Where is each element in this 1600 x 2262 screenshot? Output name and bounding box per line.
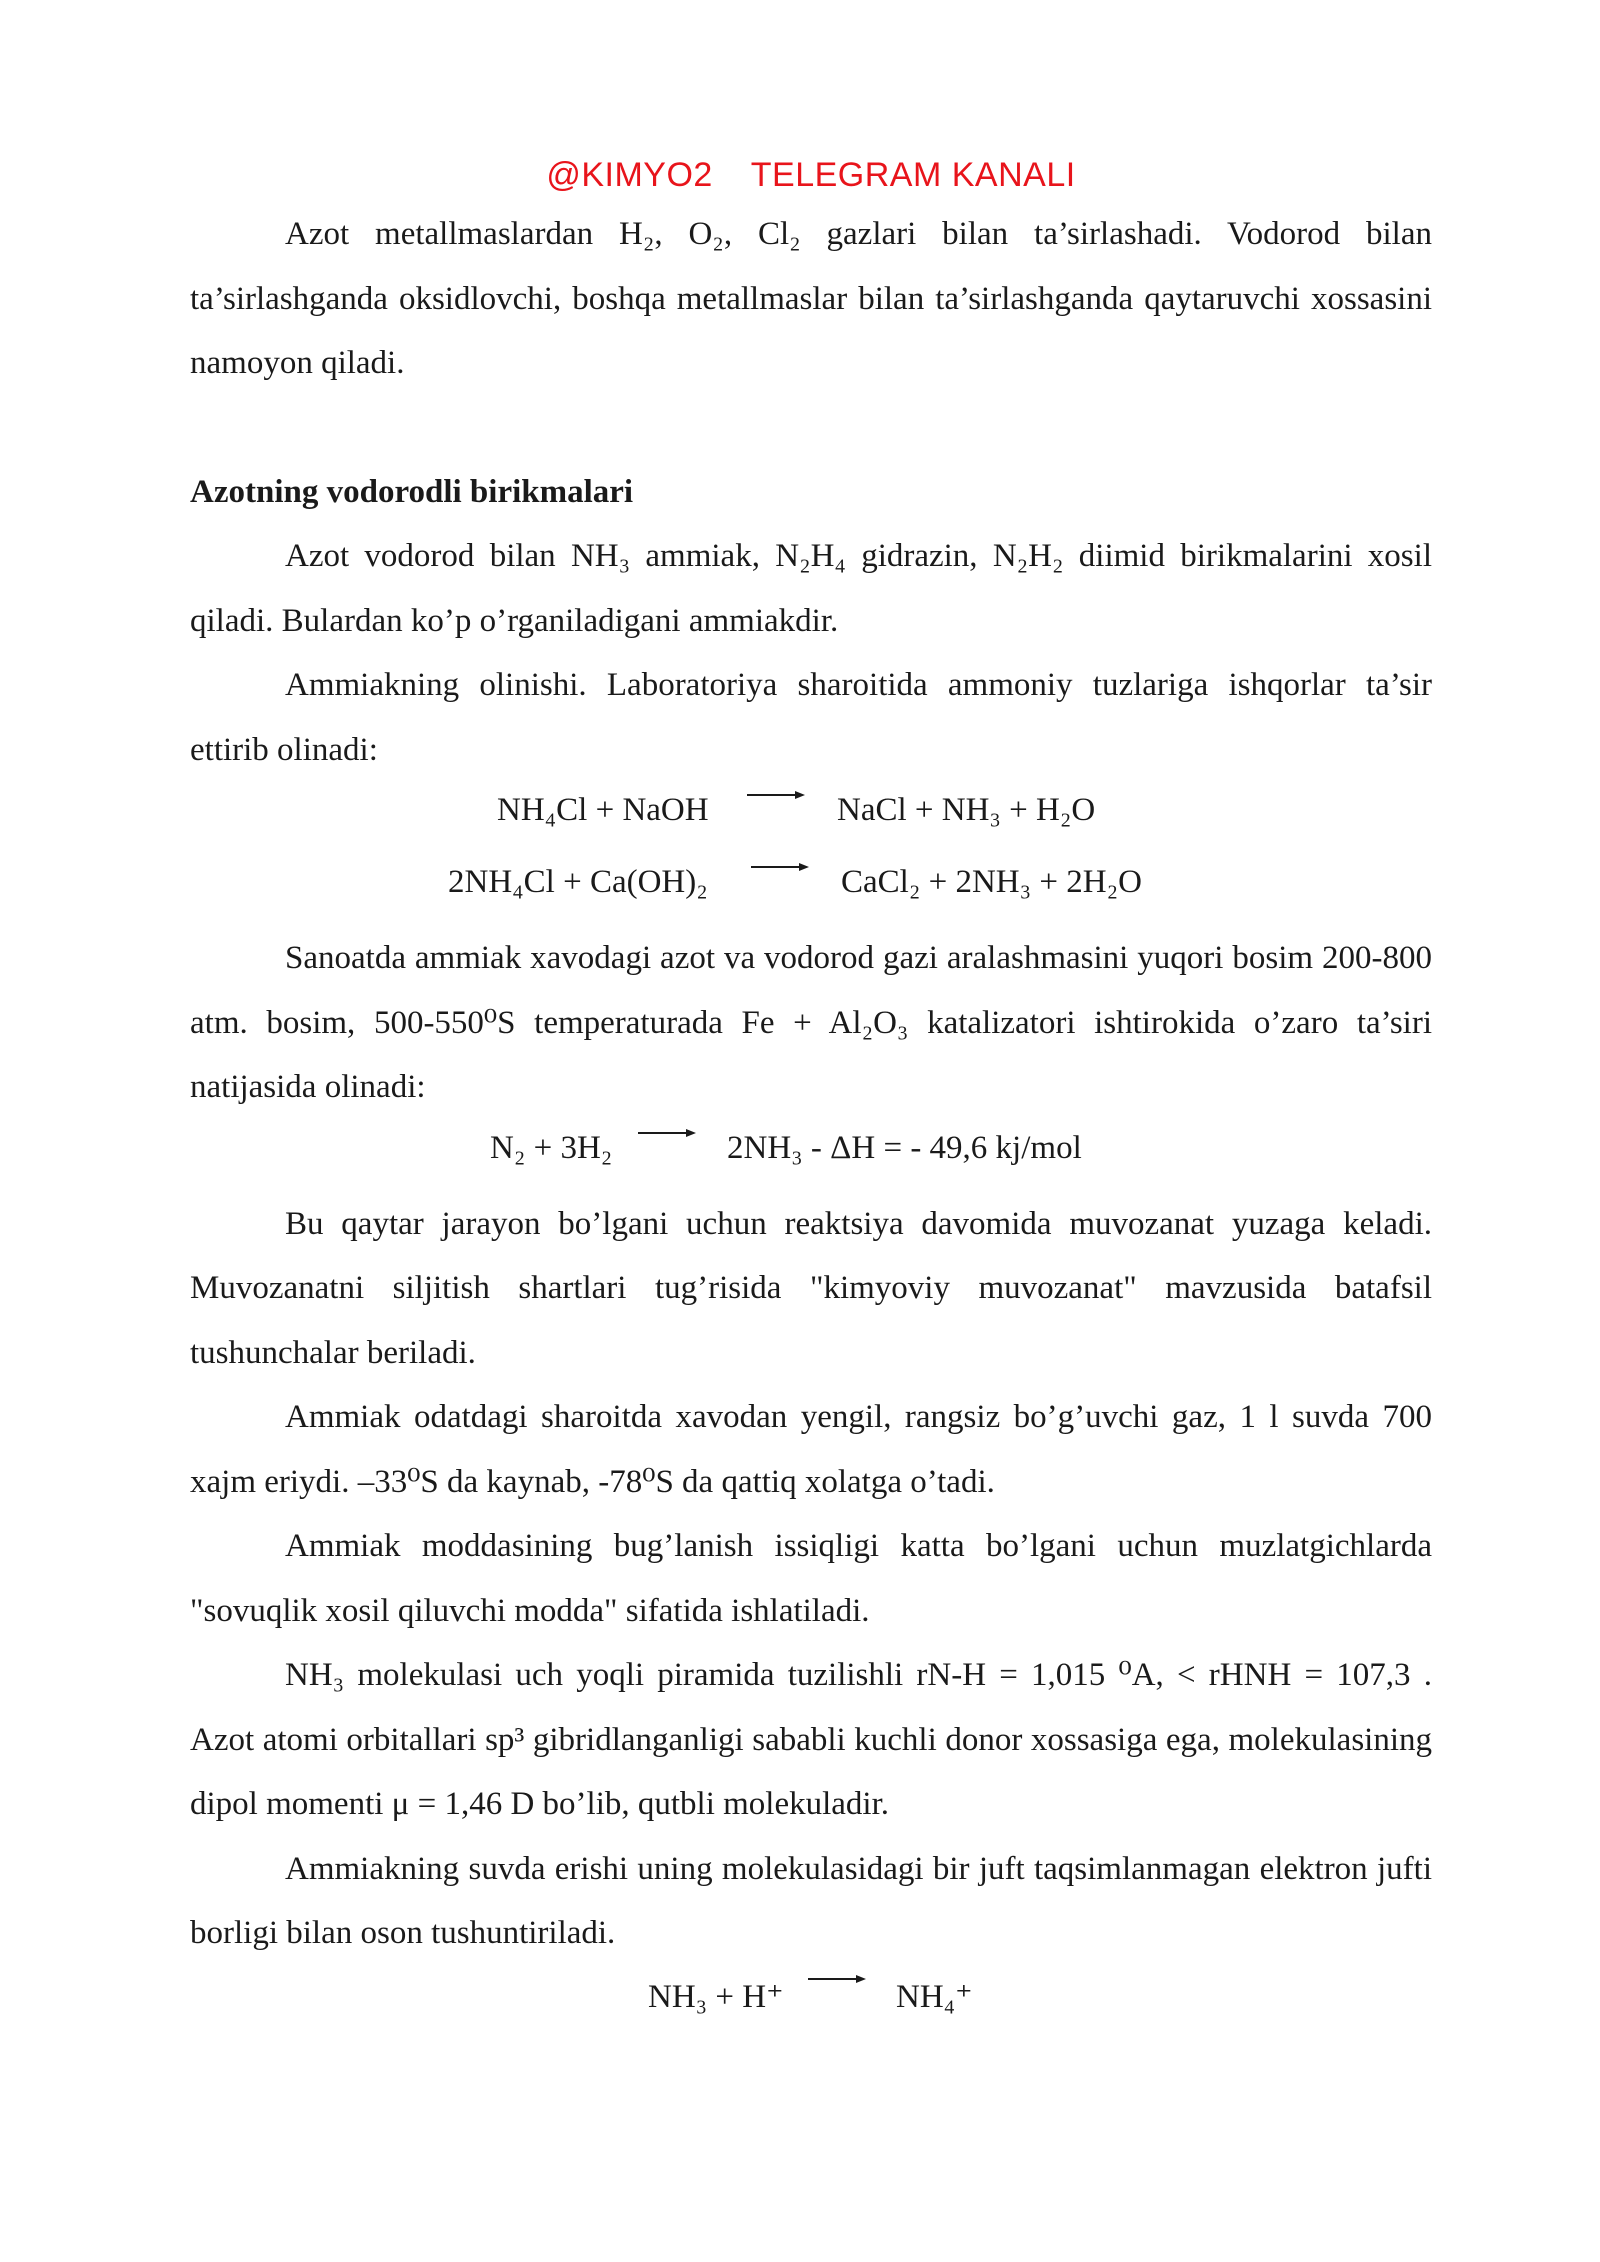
equation-2-products: CaCl₂ + 2NH₃ + 2H₂O (841, 864, 1142, 900)
header-watermark (190, 148, 1432, 202)
equation-3-reactants: N₂ + 3H₂ (490, 1129, 613, 1166)
paragraph-2: Azot vodorod bilan NH₃ ammiak, N₂H₄ gidrazin, N₂H₂ diimid birikmalarini xosil qiladi. Bulardan ko’p o’rganiladigani ammiakdir. (190, 538, 1432, 639)
paragraph-9: Ammiakning suvda erishi uning molekulasidagi bir juft taqsimlanmagan elektron jufti borligi bilan oson tushuntiriladi. (190, 1850, 1432, 1951)
equation-4 (190, 1966, 1432, 2038)
equation-3 (190, 1120, 1432, 1192)
paragraph-1: Azot metallmaslardan H₂, O₂, Cl₂ gazlari bilan ta’sirlashadi. Vodorod bilan ta’sirlashganda oksidlovchi, boshqa metallmaslar bilan ta’sirlashganda qaytaruvchi xossasini namoyon qiladi. (190, 216, 1432, 381)
section-heading: Azotning vodorodli birikmalari (190, 473, 634, 510)
paragraph-8: NH₃ molekulasi uch yoqli piramida tuzilishli rN-H = 1,015 ⁰A, < rHNH = 107,3 . Azot atomi orbitallari sp³ gibridlanganligi sababli kuchli donor xossasiga ega, molekulasining dipol momenti μ = 1,46 D bo’lib, qutbli molekuladir. (190, 1657, 1432, 1822)
reaction-arrow-icon (638, 1126, 696, 1140)
paragraph-6: Ammiak odatdagi sharoitda xavodan yengil, rangsiz bo’g’uvchi gaz, 1 l suvda 700 xajm eriydi. –33⁰S da kaynab, -78⁰S da qattiq xolatga o’tadi. (190, 1399, 1432, 1500)
equation-2 (190, 854, 1432, 926)
paragraph-5: Bu qaytar jarayon bo’lgani uchun reaktsiya davomida muvozanat yuzaga keladi. Muvozanatni siljitish shartlari tug’risida "kimyoviy muvozanat" mavzusida batafsil tushunchalar beriladi. (190, 1205, 1432, 1371)
document-page (190, 148, 1432, 2038)
paragraph-3: Ammiakning olinishi. Laboratoriya sharoitida ammoniy tuzlariga ishqorlar ta’sir ettirib olinadi: (190, 667, 1432, 768)
equation-1 (190, 782, 1432, 854)
reaction-arrow-icon (751, 860, 809, 874)
paragraph-7: Ammiak moddasining bug’lanish issiqligi katta bo’lgani uchun muzlatgichlarda "sovuqlik xosil qiluvchi modda" sifatida ishlatiladi. (190, 1528, 1432, 1629)
header-label: TELEGRAM KANALI (750, 156, 1076, 194)
paragraph-4: Sanoatda ammiak xavodagi azot va vodorod gazi aralashmasini yuqori bosim 200-800 atm. bosim, 500-550⁰S temperaturada Fe + Al₂O₃ katalizatori ishtirokida o’zaro ta’siri natijasida olinadi: (190, 940, 1432, 1105)
spacer (190, 396, 1432, 460)
equation-1-reactants: NH₄Cl + NaOH (497, 792, 709, 828)
header-channel: @KIMYO2 (546, 156, 713, 194)
equation-4-products: NH₄⁺ (896, 1978, 973, 2015)
reaction-arrow-icon (808, 1972, 866, 1986)
equation-4-reactants: NH₃ + H⁺ (648, 1978, 784, 2015)
equation-3-products: 2NH₃ - ΔH = - 49,6 kj/mol (727, 1129, 1082, 1166)
equation-2-reactants: 2NH₄Cl + Ca(OH)₂ (448, 864, 708, 900)
equation-1-products: NaCl + NH₃ + H₂O (837, 792, 1096, 828)
reaction-arrow-icon (747, 788, 805, 802)
